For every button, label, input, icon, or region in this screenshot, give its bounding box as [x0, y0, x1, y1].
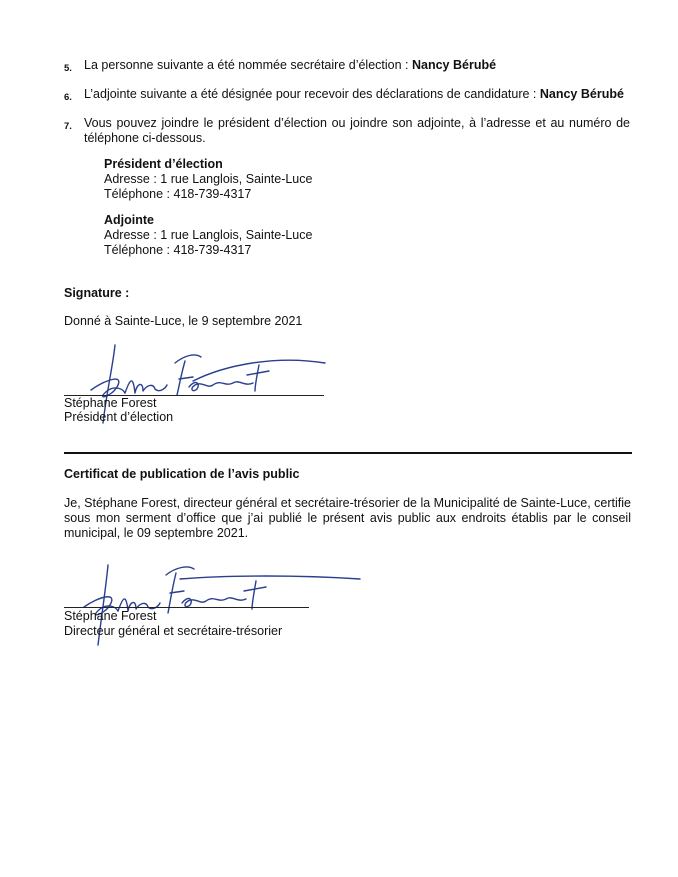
list-item [84, 58, 634, 73]
contact-address: Adresse : 1 rue Langlois, Sainte-Luce [104, 172, 313, 186]
item-text: La personne suivante a été nommée secrétaire d’élection : [84, 58, 412, 72]
signer-name: Stéphane Forest [64, 609, 157, 623]
item-name: Nancy Bérubé [411, 58, 497, 72]
item-number: 5. [64, 63, 72, 74]
contact-title: Président d’élection [104, 157, 223, 171]
item-number: 7. [64, 121, 72, 132]
signature-heading: Signature : [64, 286, 130, 300]
contact-block [104, 213, 312, 258]
contact-address: Adresse : 1 rue Langlois, Sainte-Luce [104, 228, 313, 242]
signer-role: Directeur général et secrétaire-trésorier [64, 624, 283, 638]
given-at: Donné à Sainte-Luce, le 9 septembre 2021 [64, 314, 303, 328]
certificate-body: Je, Stéphane Forest, directeur général et secrétaire-trésorier de la Municipalité de Sainte-Luce, certifie sous mon serment d’office que j’ai publié le présent avis public aux endroits établis par le conseil municipal, le 09 septembre 2021. [64, 496, 631, 540]
item-number: 6. [64, 92, 72, 103]
signature-line [64, 607, 309, 608]
list-item [84, 87, 644, 102]
certificate-heading: Certificat de publication de l’avis public [64, 467, 300, 481]
contact-title: Adjointe [104, 213, 154, 227]
item-name: Nancy Bérubé [539, 87, 624, 101]
contact-phone: Téléphone : 418-739-4317 [104, 243, 252, 257]
contact-block [104, 157, 312, 202]
section-divider [64, 452, 632, 454]
item-text: Vous pouvez joindre le président d’élection ou joindre son adjointe, à l’adresse et au numéro de téléphone ci-dessous. [84, 116, 630, 145]
signer-role: Président d’élection [64, 410, 174, 424]
item-text: L’adjointe suivante a été désignée pour recevoir des déclarations de candidature : [84, 87, 540, 101]
list-item [84, 116, 630, 146]
signer-name: Stéphane Forest [64, 396, 157, 410]
contact-phone: Téléphone : 418-739-4317 [104, 187, 252, 201]
